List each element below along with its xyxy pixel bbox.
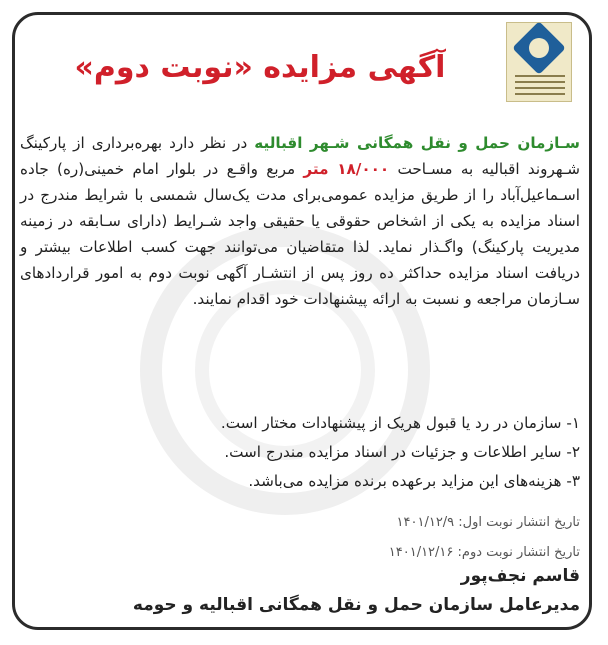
list-item: ۲- سایر اطلاعات و جزئیات در اسناد مزایده مندرج است. xyxy=(224,443,580,461)
body-part-1: در نظر دارد بهره‌برداری از پارکینگ شـهروند اقبالیه به مسـاحت xyxy=(20,134,581,178)
organization-logo-icon xyxy=(506,22,572,102)
page-title: آگهی مزایده «نوبت دوم» xyxy=(74,50,446,85)
organization-name: سـازمان حمل و نقل همگانی شـهر اقبالیه xyxy=(254,134,580,152)
area-value: ۱۸/۰۰۰ متر xyxy=(303,160,390,178)
list-item: ۳- هزینه‌های این مزاید برعهده برنده مزایده می‌باشد. xyxy=(248,472,580,490)
signatory-name: قاسم نجف‌پور xyxy=(460,566,580,586)
conditions-list xyxy=(20,409,580,496)
list-item: ۱- سازمان در رد یا قبول هریک از پیشنهادات مختار است. xyxy=(220,414,580,432)
body-part-2: مربع واقـع در بلوار امام خمینی(ره) جاده اسـماعیل‌آباد را از طریق مزایده عمومی‌برای مدت یک‌سال شمسی با شرایط مندرج در اسناد مزایده به یکی از اشخاص حقوقی یا حقیقی واجد شـرایط (دارای سـابقه در زمینه مدیریت پارکینگ) واگـذار نماید. لذا متقاضیان می‌توانند جهت کسب اطلاعات بیشتر و دریافت اسناد مزایده حداکثر ده روز پس از انتشـار آگهی نوبت دوم به امور قراردادهای سـازمان مراجعه و نسبت به ارائه پیشنهادات خود اقدام نمایند. xyxy=(20,160,580,308)
second-publication-date: تاریخ انتشار نوبت دوم: ۱۴۰۱/۱۲/۱۶ xyxy=(388,545,580,560)
announcement-body xyxy=(20,130,580,312)
first-publication-date: تاریخ انتشار نوبت اول: ۱۴۰۱/۱۲/۹ xyxy=(396,515,580,530)
signatory-title: مدیرعامل سازمان حمل و نقل همگانی اقبالیه و حومه xyxy=(132,595,580,615)
publication-dates xyxy=(20,508,580,568)
